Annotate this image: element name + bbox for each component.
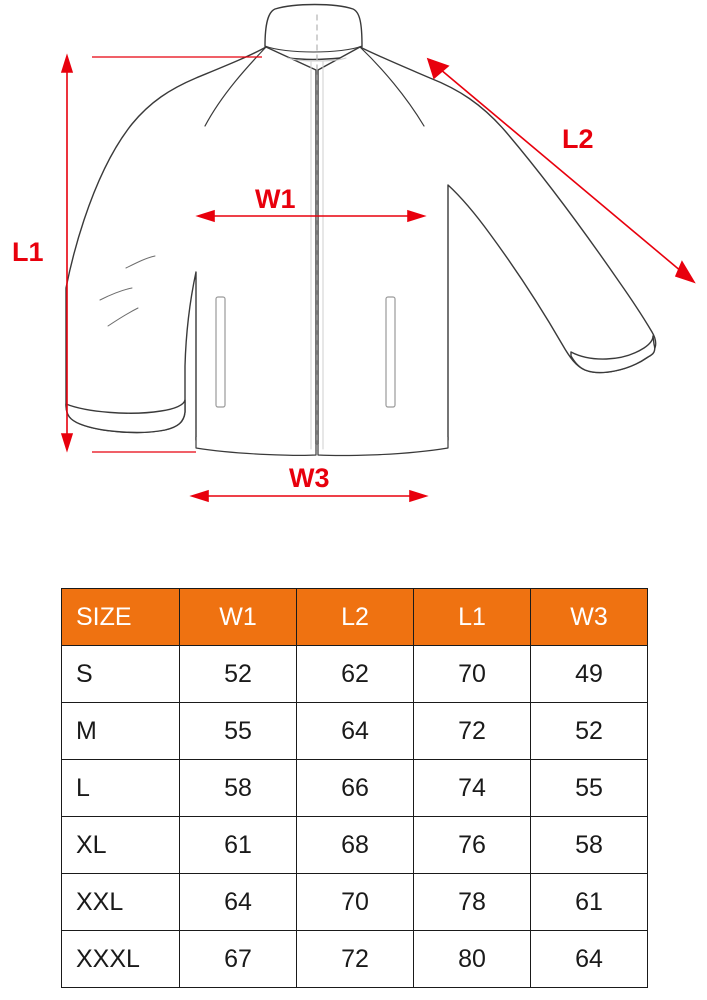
collar [265, 5, 362, 60]
arrowhead-W3-right [410, 491, 426, 501]
table-row [62, 931, 648, 988]
cell-size: L [62, 760, 180, 817]
arrowhead-L1-top [62, 56, 72, 72]
arrowhead-W3-left [192, 491, 208, 501]
dimension-label-W1: W1 [255, 184, 296, 214]
cell-w3: 52 [531, 703, 648, 760]
cell-l1: 80 [414, 931, 531, 988]
cell-w1: 64 [180, 874, 297, 931]
cell-l2: 70 [297, 874, 414, 931]
pocket-right [386, 297, 395, 407]
cell-w1: 58 [180, 760, 297, 817]
cell-w3: 61 [531, 874, 648, 931]
arrowhead-L1-bottom [62, 434, 72, 450]
cell-w3: 58 [531, 817, 648, 874]
left-front-panel [66, 47, 316, 449]
column-header-w3: W3 [531, 589, 648, 646]
cell-size: S [62, 646, 180, 703]
dimension-label-L1: L1 [12, 237, 44, 267]
table-header-row [62, 589, 648, 646]
table-row [62, 703, 648, 760]
cell-w1: 61 [180, 817, 297, 874]
cell-w3: 64 [531, 931, 648, 988]
cell-w1: 67 [180, 931, 297, 988]
column-header-l2: L2 [297, 589, 414, 646]
column-header-size: SIZE [62, 589, 180, 646]
column-header-w1: W1 [180, 589, 297, 646]
cell-l2: 68 [297, 817, 414, 874]
column-header-l1: L1 [414, 589, 531, 646]
cell-l1: 72 [414, 703, 531, 760]
cell-l2: 66 [297, 760, 414, 817]
jacket-outline [66, 5, 656, 456]
cell-l1: 78 [414, 874, 531, 931]
size-chart [61, 588, 647, 988]
pocket-left [216, 297, 225, 407]
cell-l2: 62 [297, 646, 414, 703]
table-row [62, 760, 648, 817]
cell-size: M [62, 703, 180, 760]
cell-w1: 52 [180, 646, 297, 703]
table-row [62, 874, 648, 931]
cell-w1: 55 [180, 703, 297, 760]
dimension-label-W3: W3 [289, 463, 330, 493]
cell-size: XXL [62, 874, 180, 931]
dimension-label-L2: L2 [562, 124, 594, 154]
size-table [61, 588, 648, 988]
table-row [62, 817, 648, 874]
cell-size: XXXL [62, 931, 180, 988]
cell-l1: 76 [414, 817, 531, 874]
cell-l2: 72 [297, 931, 414, 988]
cell-w3: 49 [531, 646, 648, 703]
cell-size: XL [62, 817, 180, 874]
cell-w3: 55 [531, 760, 648, 817]
cell-l1: 70 [414, 646, 531, 703]
arrowhead-L2-top [428, 59, 448, 78]
cell-l2: 64 [297, 703, 414, 760]
table-row [62, 646, 648, 703]
arrowhead-L2-bottom [676, 262, 694, 282]
cell-l1: 74 [414, 760, 531, 817]
